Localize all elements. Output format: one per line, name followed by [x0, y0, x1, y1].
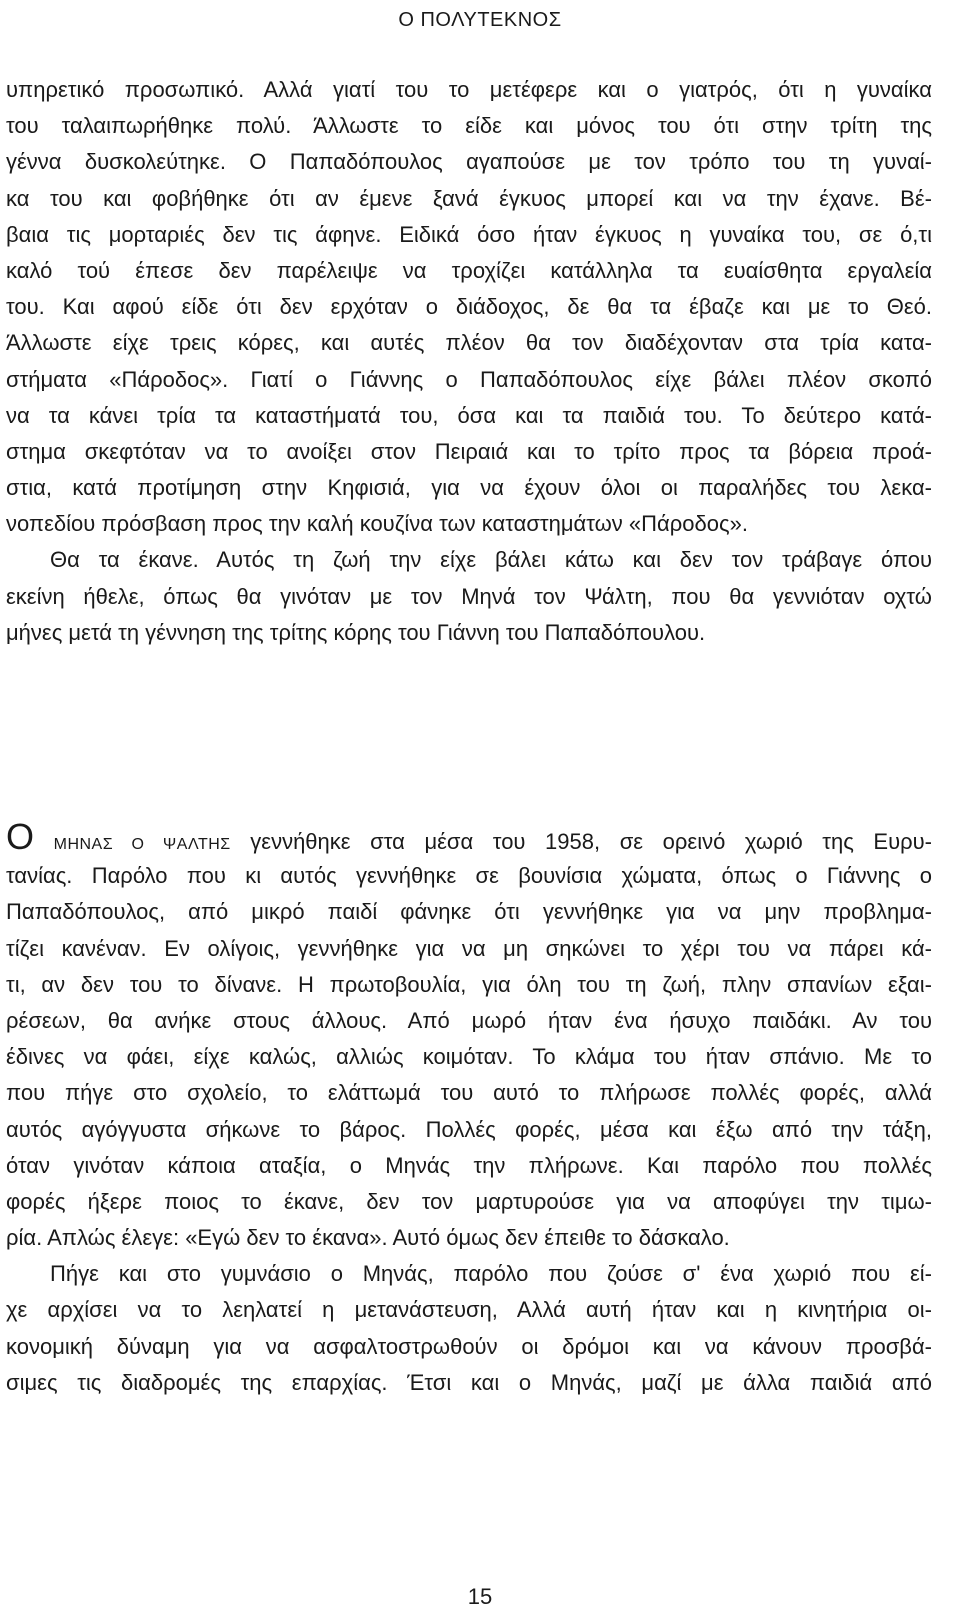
text-line: στια, κατά προτίμηση στην Κηφισιά, για να έχουν όλοι οι παραλήδες του λεκα- [6, 475, 932, 501]
dropcap: Ο [6, 816, 35, 857]
text-line: του ταλαιπωρήθηκε πολύ. Άλλωστε το είδε και μόνος του ότι στην τρίτη της [6, 113, 932, 139]
text-line: τανίας. Παρόλο που κι αυτός γεννήθηκε σε βουνίσια χώματα, όπως ο Γιάννης ο [6, 863, 932, 889]
section-opening-text: γεννήθηκε στα μέσα του 1958, σε ορεινό χωριό της Ευρυ- [250, 829, 932, 854]
text-line: Πήγε και στο γυμνάσιο ο Μηνάς, παρόλο που ζούσε σ' ένα χωριό που εί- [50, 1261, 932, 1287]
text-line: αυτός αγόγγυστα σήκωνε το βάρος. Πολλές φορές, μέσα και έξω από την τάξη, [6, 1116, 932, 1142]
text-line: μήνες μετά τη γέννηση της τρίτης κόρης του Γιάννη του Παπαδόπουλου. [6, 619, 706, 645]
text-line: υπηρετικό προσωπικό. Αλλά γιατί του το μετέφερε και ο γιατρός, ότι η γυναίκα [6, 77, 932, 102]
smallcaps-name: ΜΗΝΑΣ Ο ΨΑΛΤΗΣ [53, 836, 231, 853]
text-line: κονομική δύναμη για να ασφαλτοστρωθούν οι δρόμοι και να κάνουν προσβά- [6, 1333, 932, 1359]
text-line: να τα κάνει τρία τα καταστήματά του, όσα και τα παιδιά του. Το δεύτερο κατά- [6, 402, 932, 428]
text-line: φορές ήξερε ποιος το έκανε, δεν τον μαρτυρούσε για να αποφύγει την τιμω- [6, 1188, 932, 1214]
text-line: ρία. Απλώς έλεγε: «Εγώ δεν το έκανα». Αυτό όμως δεν έπειθε το δάσκαλο. [6, 1225, 730, 1251]
text-line: στημα σκεφτόταν να το ανοίξει στον Πειραιά και το τρίτο προς τα βόρεια προά- [6, 438, 932, 464]
text-line: γέννα δυσκολεύτηκε. Ο Παπαδόπουλος αγαπούσε με τον τρόπο του τη γυναί- [6, 149, 932, 175]
text-line: εκείνη ήθελε, όπως θα γινόταν με τον Μηνά τον Ψάλτη, που θα γεννιόταν οχτώ [6, 583, 932, 609]
text-line: σιμες τις διαδρομές της επαρχίας. Έτσι και ο Μηνάς, μαζί με άλλα παιδιά από [6, 1369, 932, 1395]
text-line: έδινες να φάει, είχε καλώς, αλλιώς κοιμόταν. Το κλάμα του ήταν σπάνιο. Με το [6, 1044, 932, 1070]
text-line: καλό τού έπεσε δεν παρέλειψε να τροχίζει κατάλληλα τα ευαίσθητα εργαλεία [6, 257, 932, 283]
text-line: Θα τα έκανε. Αυτός τη ζωή την είχε βάλει κάτω και δεν τον τράβαγε όπου [50, 547, 932, 573]
text-line: στήματα «Πάροδος». Γιατί ο Γιάννης ο Παπαδόπουλος είχε βάλει πλέον σκοπό [6, 366, 932, 392]
text-line: του. Και αφού είδε ότι δεν ερχόταν ο διάδοχος, δε θα τα έβαζε και με το Θεό. [6, 294, 932, 320]
text-line: κα του και φοβήθηκε ότι αν έμενε ξανά έγκυος μπορεί και να την έχανε. Βέ- [6, 185, 932, 211]
text-line: βαια τις μορταριές δεν τις άφηνε. Ειδικά όσο ήταν έγκυος η γυναίκα του, σε ό,τι [6, 221, 932, 247]
text-line: που πήγε στο σχολείο, το ελάττωμά του αυτό το πλήρωσε πολλές φορές, αλλά [6, 1080, 932, 1106]
text-line: όταν γινόταν κάποια αταξία, ο Μηνάς την πλήρωνε. Και παρόλο που πολλές [6, 1152, 932, 1178]
page-number: 15 [467, 1584, 493, 1609]
text-line: τίζει κανέναν. Εν ολίγοις, γεννήθηκε για να μη σηκώνει το χέρι του να πάρει κά- [6, 935, 932, 961]
text-line: νοπεδίου πρόσβαση προς την καλή κουζίνα των καταστημάτων «Πάροδος». [6, 511, 748, 537]
text-line: Άλλωστε είχε τρεις κόρες, και αυτές πλέον θα τον διαδέχονταν στα τρία κατα- [6, 330, 932, 356]
section-opening-line [6, 816, 932, 858]
text-line: ρέσεων, θα ανήκε στους άλλους. Από μωρό ήταν ένα ήσυχο παιδάκι. Αν του [6, 1007, 932, 1033]
text-block-2 [6, 816, 932, 1401]
running-head: Ο ΠΟΛΥΤΕΚΝΟΣ [398, 9, 562, 31]
text-line: τι, αν δεν του το δίνανε. Η πρωτοβουλία, για όλη του τη ζωή, πλην σπανίων εξαι- [6, 971, 932, 997]
text-line: Παπαδόπουλος, από μικρό παιδί φάνηκε ότι γεννήθηκε για να μην προβλημα- [6, 899, 932, 925]
text-line: χε αρχίσει να το λεηλατεί η μετανάστευση, Αλλά αυτή ήταν και η κινητήρια οι- [6, 1297, 932, 1323]
text-block-1 [6, 72, 932, 651]
